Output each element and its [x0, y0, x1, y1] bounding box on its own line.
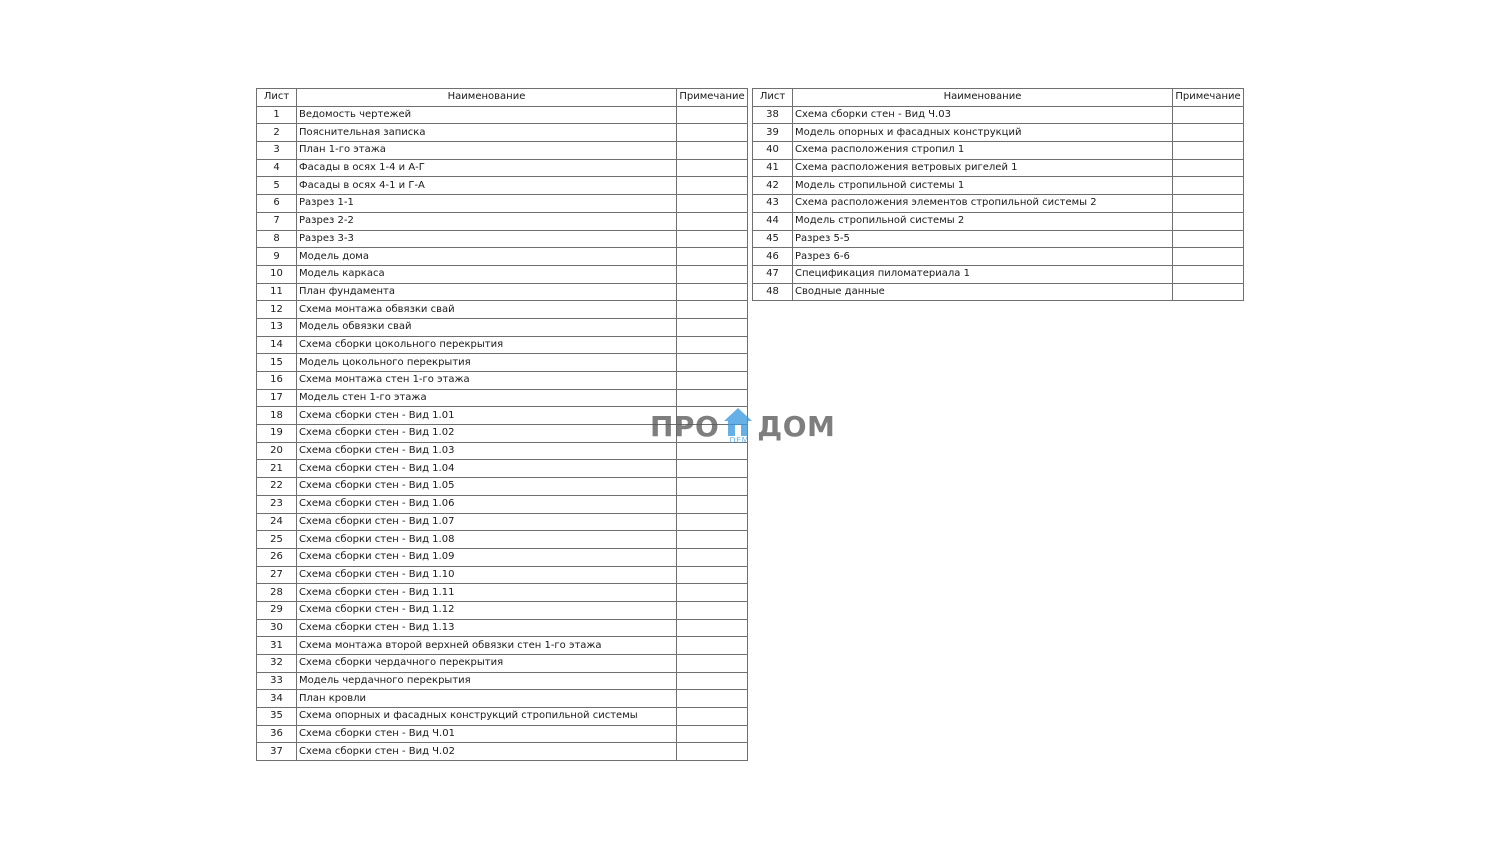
sheet-number-cell: 42: [753, 177, 793, 195]
watermark-text-right: ДОМ: [757, 409, 836, 443]
sheet-note-cell: [677, 637, 748, 655]
sheet-name-cell: Схема сборки стен - Вид 1.02: [297, 425, 677, 443]
table-row: [257, 354, 748, 372]
table-row: [257, 725, 748, 743]
table-row: [257, 407, 748, 425]
sheet-number-cell: 20: [257, 442, 297, 460]
sheet-name-cell: Модель стропильной системы 1: [793, 177, 1173, 195]
sheet-note-cell: [1173, 265, 1244, 283]
table-row: [257, 619, 748, 637]
sheet-name-cell: План 1-го этажа: [297, 142, 677, 160]
sheet-number-cell: 22: [257, 478, 297, 496]
header-name: Наименование: [297, 89, 677, 107]
table-row: [257, 708, 748, 726]
table-header-row: [753, 89, 1244, 107]
table-row: [257, 195, 748, 213]
sheet-number-cell: 34: [257, 690, 297, 708]
sheet-note-cell: [1173, 106, 1244, 124]
sheet-number-cell: 46: [753, 248, 793, 266]
table-row: [753, 212, 1244, 230]
sheet-name-cell: Сводные данные: [793, 283, 1173, 301]
table-body-right: [753, 106, 1244, 301]
sheet-name-cell: Схема сборки стен - Вид 1.04: [297, 460, 677, 478]
table-row: [753, 106, 1244, 124]
sheet-name-cell: Схема сборки цокольного перекрытия: [297, 336, 677, 354]
sheet-name-cell: Схема сборки стен - Вид 1.01: [297, 407, 677, 425]
table-row: [257, 212, 748, 230]
sheet-number-cell: 39: [753, 124, 793, 142]
sheet-number-cell: 33: [257, 672, 297, 690]
sheet-number-cell: 25: [257, 531, 297, 549]
table-row: [257, 601, 748, 619]
header-note: Примечание: [1173, 89, 1244, 107]
sheet-note-cell: [677, 584, 748, 602]
sheet-number-cell: 3: [257, 142, 297, 160]
table-row: [257, 637, 748, 655]
sheet-note-cell: [677, 301, 748, 319]
sheet-number-cell: 45: [753, 230, 793, 248]
table-row: [257, 265, 748, 283]
sheet-number-cell: 12: [257, 301, 297, 319]
sheet-name-cell: План фундамента: [297, 283, 677, 301]
sheet-note-cell: [677, 548, 748, 566]
sheet-note-cell: [677, 354, 748, 372]
table-row: [257, 478, 748, 496]
sheet-note-cell: [1173, 124, 1244, 142]
table-row: [753, 159, 1244, 177]
table-row: [257, 248, 748, 266]
sheet-number-cell: 8: [257, 230, 297, 248]
sheet-number-cell: 4: [257, 159, 297, 177]
sheet-note-cell: [677, 619, 748, 637]
table-row: [257, 301, 748, 319]
sheet-name-cell: Фасады в осях 1-4 и А-Г: [297, 159, 677, 177]
sheet-number-cell: 5: [257, 177, 297, 195]
table-header-row: [257, 89, 748, 107]
sheet-note-cell: [677, 672, 748, 690]
sheet-number-cell: 48: [753, 283, 793, 301]
sheet-note-cell: [1173, 248, 1244, 266]
sheet-name-cell: Модель стропильной системы 2: [793, 212, 1173, 230]
sheet-note-cell: [677, 690, 748, 708]
sheet-name-cell: Схема расположения элементов стропильной системы 2: [793, 195, 1173, 213]
sheet-number-cell: 27: [257, 566, 297, 584]
sheet-name-cell: Схема сборки чердачного перекрытия: [297, 655, 677, 673]
sheet-number-cell: 35: [257, 708, 297, 726]
drawing-list-table-left: [256, 88, 748, 761]
sheet-name-cell: План кровли: [297, 690, 677, 708]
header-sheet: Лист: [753, 89, 793, 107]
sheet-note-cell: [677, 725, 748, 743]
sheet-note-cell: [1173, 283, 1244, 301]
sheet-note-cell: [677, 195, 748, 213]
sheet-number-cell: 14: [257, 336, 297, 354]
table-row: [753, 248, 1244, 266]
sheet-number-cell: 30: [257, 619, 297, 637]
sheet-note-cell: [677, 389, 748, 407]
sheet-name-cell: Разрез 3-3: [297, 230, 677, 248]
sheet-note-cell: [677, 336, 748, 354]
sheet-note-cell: [1173, 159, 1244, 177]
sheet-note-cell: [677, 159, 748, 177]
sheet-note-cell: [677, 407, 748, 425]
sheet-number-cell: 38: [753, 106, 793, 124]
table-row: [257, 584, 748, 602]
watermark-subtext: DEM: [729, 436, 750, 445]
table-row: [753, 195, 1244, 213]
sheet-number-cell: 28: [257, 584, 297, 602]
sheet-number-cell: 9: [257, 248, 297, 266]
table-row: [257, 177, 748, 195]
sheet-number-cell: 1: [257, 106, 297, 124]
sheet-name-cell: Модель каркаса: [297, 265, 677, 283]
sheet-note-cell: [677, 601, 748, 619]
sheet-name-cell: Разрез 5-5: [793, 230, 1173, 248]
header-name: Наименование: [793, 89, 1173, 107]
sheet-name-cell: Модель обвязки свай: [297, 318, 677, 336]
sheet-number-cell: 16: [257, 372, 297, 390]
sheet-name-cell: Схема монтажа обвязки свай: [297, 301, 677, 319]
sheet-number-cell: 6: [257, 195, 297, 213]
sheet-name-cell: Схема сборки стен - Вид 1.13: [297, 619, 677, 637]
sheet-note-cell: [677, 513, 748, 531]
sheet-note-cell: [1173, 230, 1244, 248]
sheet-name-cell: Фасады в осях 4-1 и Г-А: [297, 177, 677, 195]
sheet-number-cell: 29: [257, 601, 297, 619]
sheet-note-cell: [677, 566, 748, 584]
sheet-note-cell: [677, 124, 748, 142]
sheet-note-cell: [677, 531, 748, 549]
sheet-name-cell: Схема сборки стен - Вид Ч.02: [297, 743, 677, 761]
table-row: [753, 230, 1244, 248]
table-row: [257, 548, 748, 566]
table-row: [753, 265, 1244, 283]
sheet-number-cell: 31: [257, 637, 297, 655]
table-row: [257, 124, 748, 142]
sheet-number-cell: 7: [257, 212, 297, 230]
sheet-name-cell: Схема сборки стен - Вид 1.07: [297, 513, 677, 531]
sheet-name-cell: Схема сборки стен - Вид Ч.01: [297, 725, 677, 743]
sheet-name-cell: Схема расположения стропил 1: [793, 142, 1173, 160]
header-note: Примечание: [677, 89, 748, 107]
watermark-text-left: ПРО: [650, 409, 720, 443]
table-row: [257, 566, 748, 584]
sheet-number-cell: 36: [257, 725, 297, 743]
sheet-note-cell: [1173, 177, 1244, 195]
sheet-note-cell: [1173, 195, 1244, 213]
table-row: [257, 372, 748, 390]
sheet-name-cell: Схема сборки стен - Вид Ч.03: [793, 106, 1173, 124]
sheet-name-cell: Схема сборки стен - Вид 1.11: [297, 584, 677, 602]
sheet-name-cell: Схема монтажа второй верхней обвязки стен 1-го этажа: [297, 637, 677, 655]
sheet-note-cell: [677, 372, 748, 390]
table-row: [257, 425, 748, 443]
sheet-name-cell: Разрез 6-6: [793, 248, 1173, 266]
sheet-note-cell: [677, 478, 748, 496]
table-row: [257, 283, 748, 301]
drawing-list-table-right: [752, 88, 1244, 301]
sheet-note-cell: [677, 708, 748, 726]
table-row: [257, 743, 748, 761]
sheet-note-cell: [677, 177, 748, 195]
sheet-note-cell: [677, 318, 748, 336]
sheet-number-cell: 32: [257, 655, 297, 673]
sheet-name-cell: Модель стен 1-го этажа: [297, 389, 677, 407]
table-row: [753, 124, 1244, 142]
table-row: [257, 389, 748, 407]
sheet-name-cell: Модель дома: [297, 248, 677, 266]
sheet-number-cell: 37: [257, 743, 297, 761]
table-row: [257, 442, 748, 460]
sheet-name-cell: Схема монтажа стен 1-го этажа: [297, 372, 677, 390]
sheet-number-cell: 41: [753, 159, 793, 177]
header-sheet: Лист: [257, 89, 297, 107]
sheet-number-cell: 26: [257, 548, 297, 566]
table-row: [257, 513, 748, 531]
sheet-name-cell: Схема сборки стен - Вид 1.10: [297, 566, 677, 584]
sheet-name-cell: Схема опорных и фасадных конструкций стропильной системы: [297, 708, 677, 726]
sheet-note-cell: [677, 442, 748, 460]
sheet-number-cell: 18: [257, 407, 297, 425]
table-row: [257, 690, 748, 708]
table-row: [753, 177, 1244, 195]
table-row: [257, 230, 748, 248]
sheet-number-cell: 17: [257, 389, 297, 407]
sheet-number-cell: 11: [257, 283, 297, 301]
sheet-note-cell: [677, 230, 748, 248]
sheet-note-cell: [1173, 212, 1244, 230]
sheet-number-cell: 15: [257, 354, 297, 372]
table-body-left: [257, 106, 748, 760]
sheet-name-cell: Модель цокольного перекрытия: [297, 354, 677, 372]
sheet-number-cell: 13: [257, 318, 297, 336]
sheet-note-cell: [677, 212, 748, 230]
sheet-name-cell: Пояснительная записка: [297, 124, 677, 142]
sheet-name-cell: Модель опорных и фасадных конструкций: [793, 124, 1173, 142]
sheet-note-cell: [677, 495, 748, 513]
table-row: [257, 672, 748, 690]
sheet-note-cell: [677, 460, 748, 478]
sheet-note-cell: [677, 265, 748, 283]
sheet-name-cell: Схема сборки стен - Вид 1.08: [297, 531, 677, 549]
sheet-number-cell: 44: [753, 212, 793, 230]
table-row: [257, 531, 748, 549]
sheet-name-cell: Схема сборки стен - Вид 1.09: [297, 548, 677, 566]
sheet-note-cell: [677, 655, 748, 673]
sheet-number-cell: 2: [257, 124, 297, 142]
table-row: [257, 106, 748, 124]
sheet-number-cell: 21: [257, 460, 297, 478]
sheet-number-cell: 24: [257, 513, 297, 531]
table-row: [753, 142, 1244, 160]
sheet-note-cell: [677, 743, 748, 761]
sheet-note-cell: [677, 142, 748, 160]
table-row: [257, 142, 748, 160]
sheet-name-cell: Схема сборки стен - Вид 1.05: [297, 478, 677, 496]
sheet-name-cell: Разрез 1-1: [297, 195, 677, 213]
sheet-number-cell: 10: [257, 265, 297, 283]
sheet-name-cell: Схема сборки стен - Вид 1.06: [297, 495, 677, 513]
table-row: [257, 495, 748, 513]
table-row: [257, 460, 748, 478]
sheet-note-cell: [677, 106, 748, 124]
sheet-name-cell: Спецификация пиломатериала 1: [793, 265, 1173, 283]
sheet-name-cell: Модель чердачного перекрытия: [297, 672, 677, 690]
sheet-number-cell: 40: [753, 142, 793, 160]
sheet-name-cell: Схема сборки стен - Вид 1.12: [297, 601, 677, 619]
sheet-number-cell: 23: [257, 495, 297, 513]
sheet-note-cell: [677, 248, 748, 266]
sheet-name-cell: Схема сборки стен - Вид 1.03: [297, 442, 677, 460]
table-row: [257, 336, 748, 354]
sheet-name-cell: Разрез 2-2: [297, 212, 677, 230]
sheet-number-cell: 19: [257, 425, 297, 443]
sheet-number-cell: 43: [753, 195, 793, 213]
table-row: [257, 318, 748, 336]
table-row: [257, 159, 748, 177]
table-row: [753, 283, 1244, 301]
sheet-name-cell: Схема расположения ветровых ригелей 1: [793, 159, 1173, 177]
sheet-note-cell: [1173, 142, 1244, 160]
sheet-name-cell: Ведомость чертежей: [297, 106, 677, 124]
sheet-note-cell: [677, 283, 748, 301]
sheet-number-cell: 47: [753, 265, 793, 283]
table-row: [257, 655, 748, 673]
sheet-note-cell: [677, 425, 748, 443]
